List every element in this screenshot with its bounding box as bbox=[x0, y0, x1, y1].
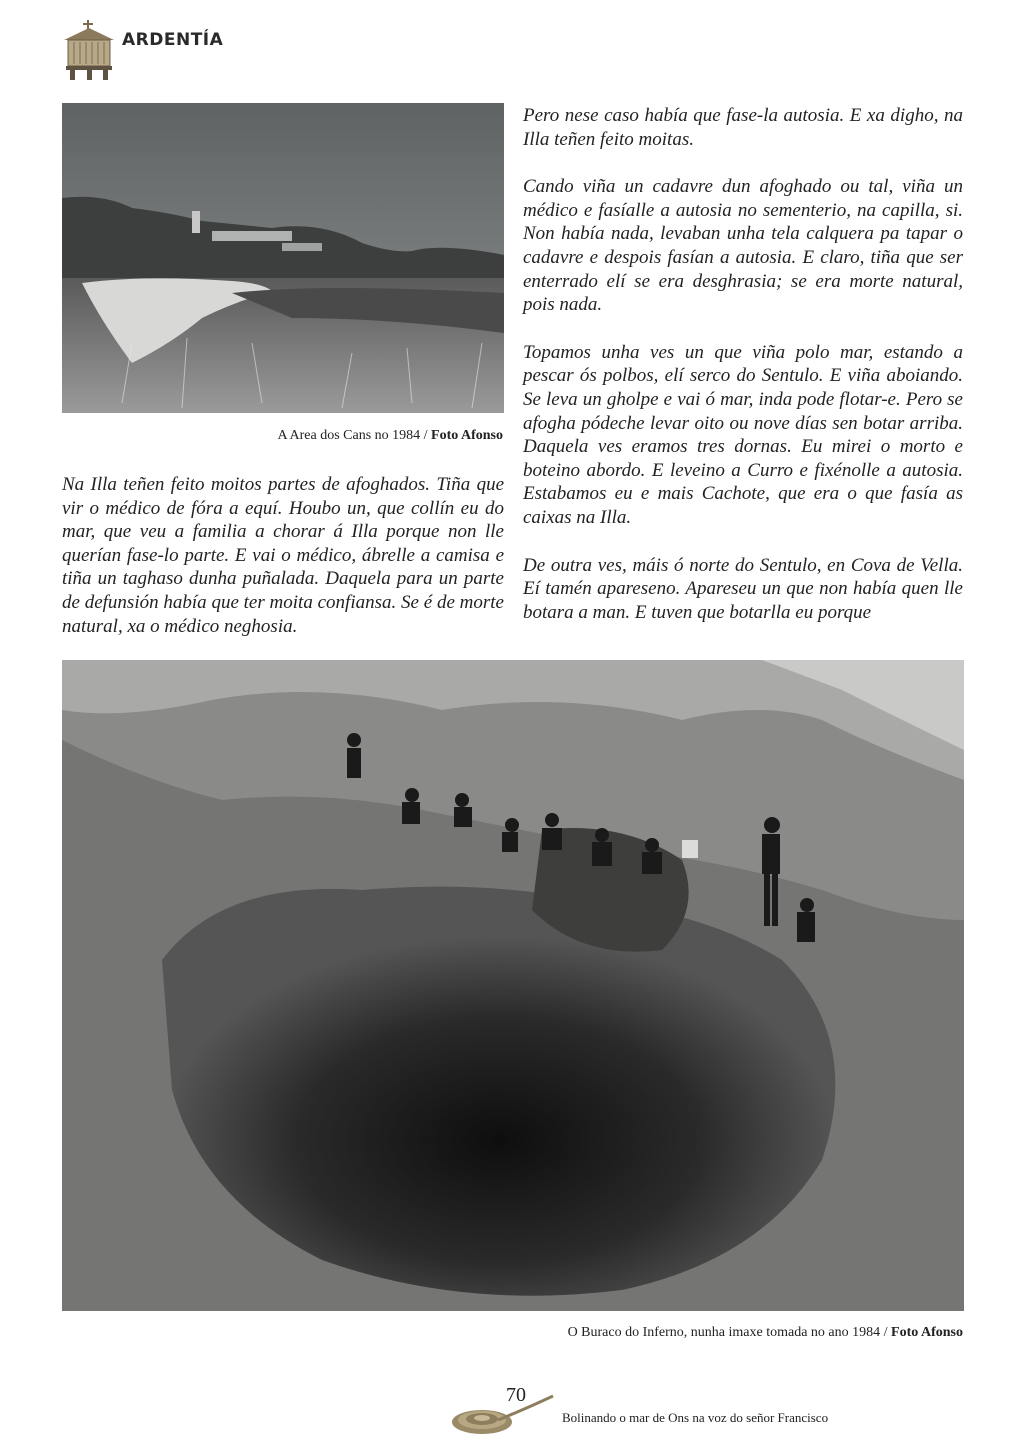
photo-credit: Foto Afonso bbox=[431, 428, 503, 443]
page-header bbox=[60, 18, 260, 84]
paragraph: Topamos unha ves un que viña polo mar, estando a pescar ós polbos, elí serco do Sentulo. E viña aboiando. Se leva un gholpe e vai ó mar, inda pode flotar-e. Pero se afogha pódeche levar oito ou nove días sen botar arriba. Daquela ves eramos tres dornas. Eu mirei o morto e boteino abordo. E leveino a Curro e fixénolle a autosia. Estabamos eu e mais Cachote, que era o que fasía as caixas na Illa. bbox=[523, 341, 963, 528]
photo-caption-buraco-do-inferno bbox=[568, 1325, 963, 1341]
photo-credit: Foto Afonso bbox=[891, 1325, 963, 1340]
photo-caption-area-dos-cans bbox=[277, 428, 503, 444]
page-number: 70 bbox=[506, 1384, 526, 1406]
landscape-photo-image bbox=[62, 103, 504, 413]
page-footer bbox=[448, 1384, 868, 1440]
chasm-photo-image bbox=[62, 660, 964, 1311]
publication-title: Bolinando o mar de Ons na voz do señor Francisco bbox=[562, 1410, 829, 1425]
article-left-column bbox=[62, 473, 504, 662]
coiled-rope-icon bbox=[448, 1390, 558, 1438]
photo-area-dos-cans bbox=[62, 103, 504, 413]
paragraph: Pero nese caso había que fase-la autosia. E xa digho, na Illa teñen feito moitas. bbox=[523, 105, 963, 150]
paragraph: Na Illa teñen feito moitos partes de afoghados. Tiña que vir o médico de fóra a equí. Houbo un, que collín eu do mar, que veu a familia a chorar á Illa porque non lle querían fase-lo parte. E vai o médico, ábrelle a camisa e tiña un taghaso dunha puñalada. Daquela para un parte de defunsión había que ter moita confiansa. Se é de morte natural, xa o médico neghosia. bbox=[62, 474, 504, 637]
photo-buraco-do-inferno bbox=[62, 660, 964, 1311]
article-right-column bbox=[523, 104, 963, 648]
paragraph: Cando viña un cadavre dun afoghado ou tal, viña un médico e fasíalle a autosia no sementerio, na capilla, si. Non había nada, levaban unha tela calquera pa tapar o cadavre e despois fasían a autosia. E claro, tiña que ser enterrado elí se era desghrasia; se era morte natural, pois nada. bbox=[523, 176, 963, 316]
caption-text: A Area dos Cans no 1984 / bbox=[277, 428, 432, 443]
caption-text: O Buraco do Inferno, nunha imaxe tomada no ano 1984 / bbox=[567, 1325, 892, 1340]
horreo-granary-icon bbox=[60, 18, 118, 82]
brand-title: ARDENTÍA bbox=[122, 30, 224, 50]
paragraph: De outra ves, máis ó norte do Sentulo, en Cova de Vella. Eí tamén apareseno. Apareseu un que non había quen lle botara a man. E tuven que botarlla eu porque bbox=[523, 554, 963, 623]
